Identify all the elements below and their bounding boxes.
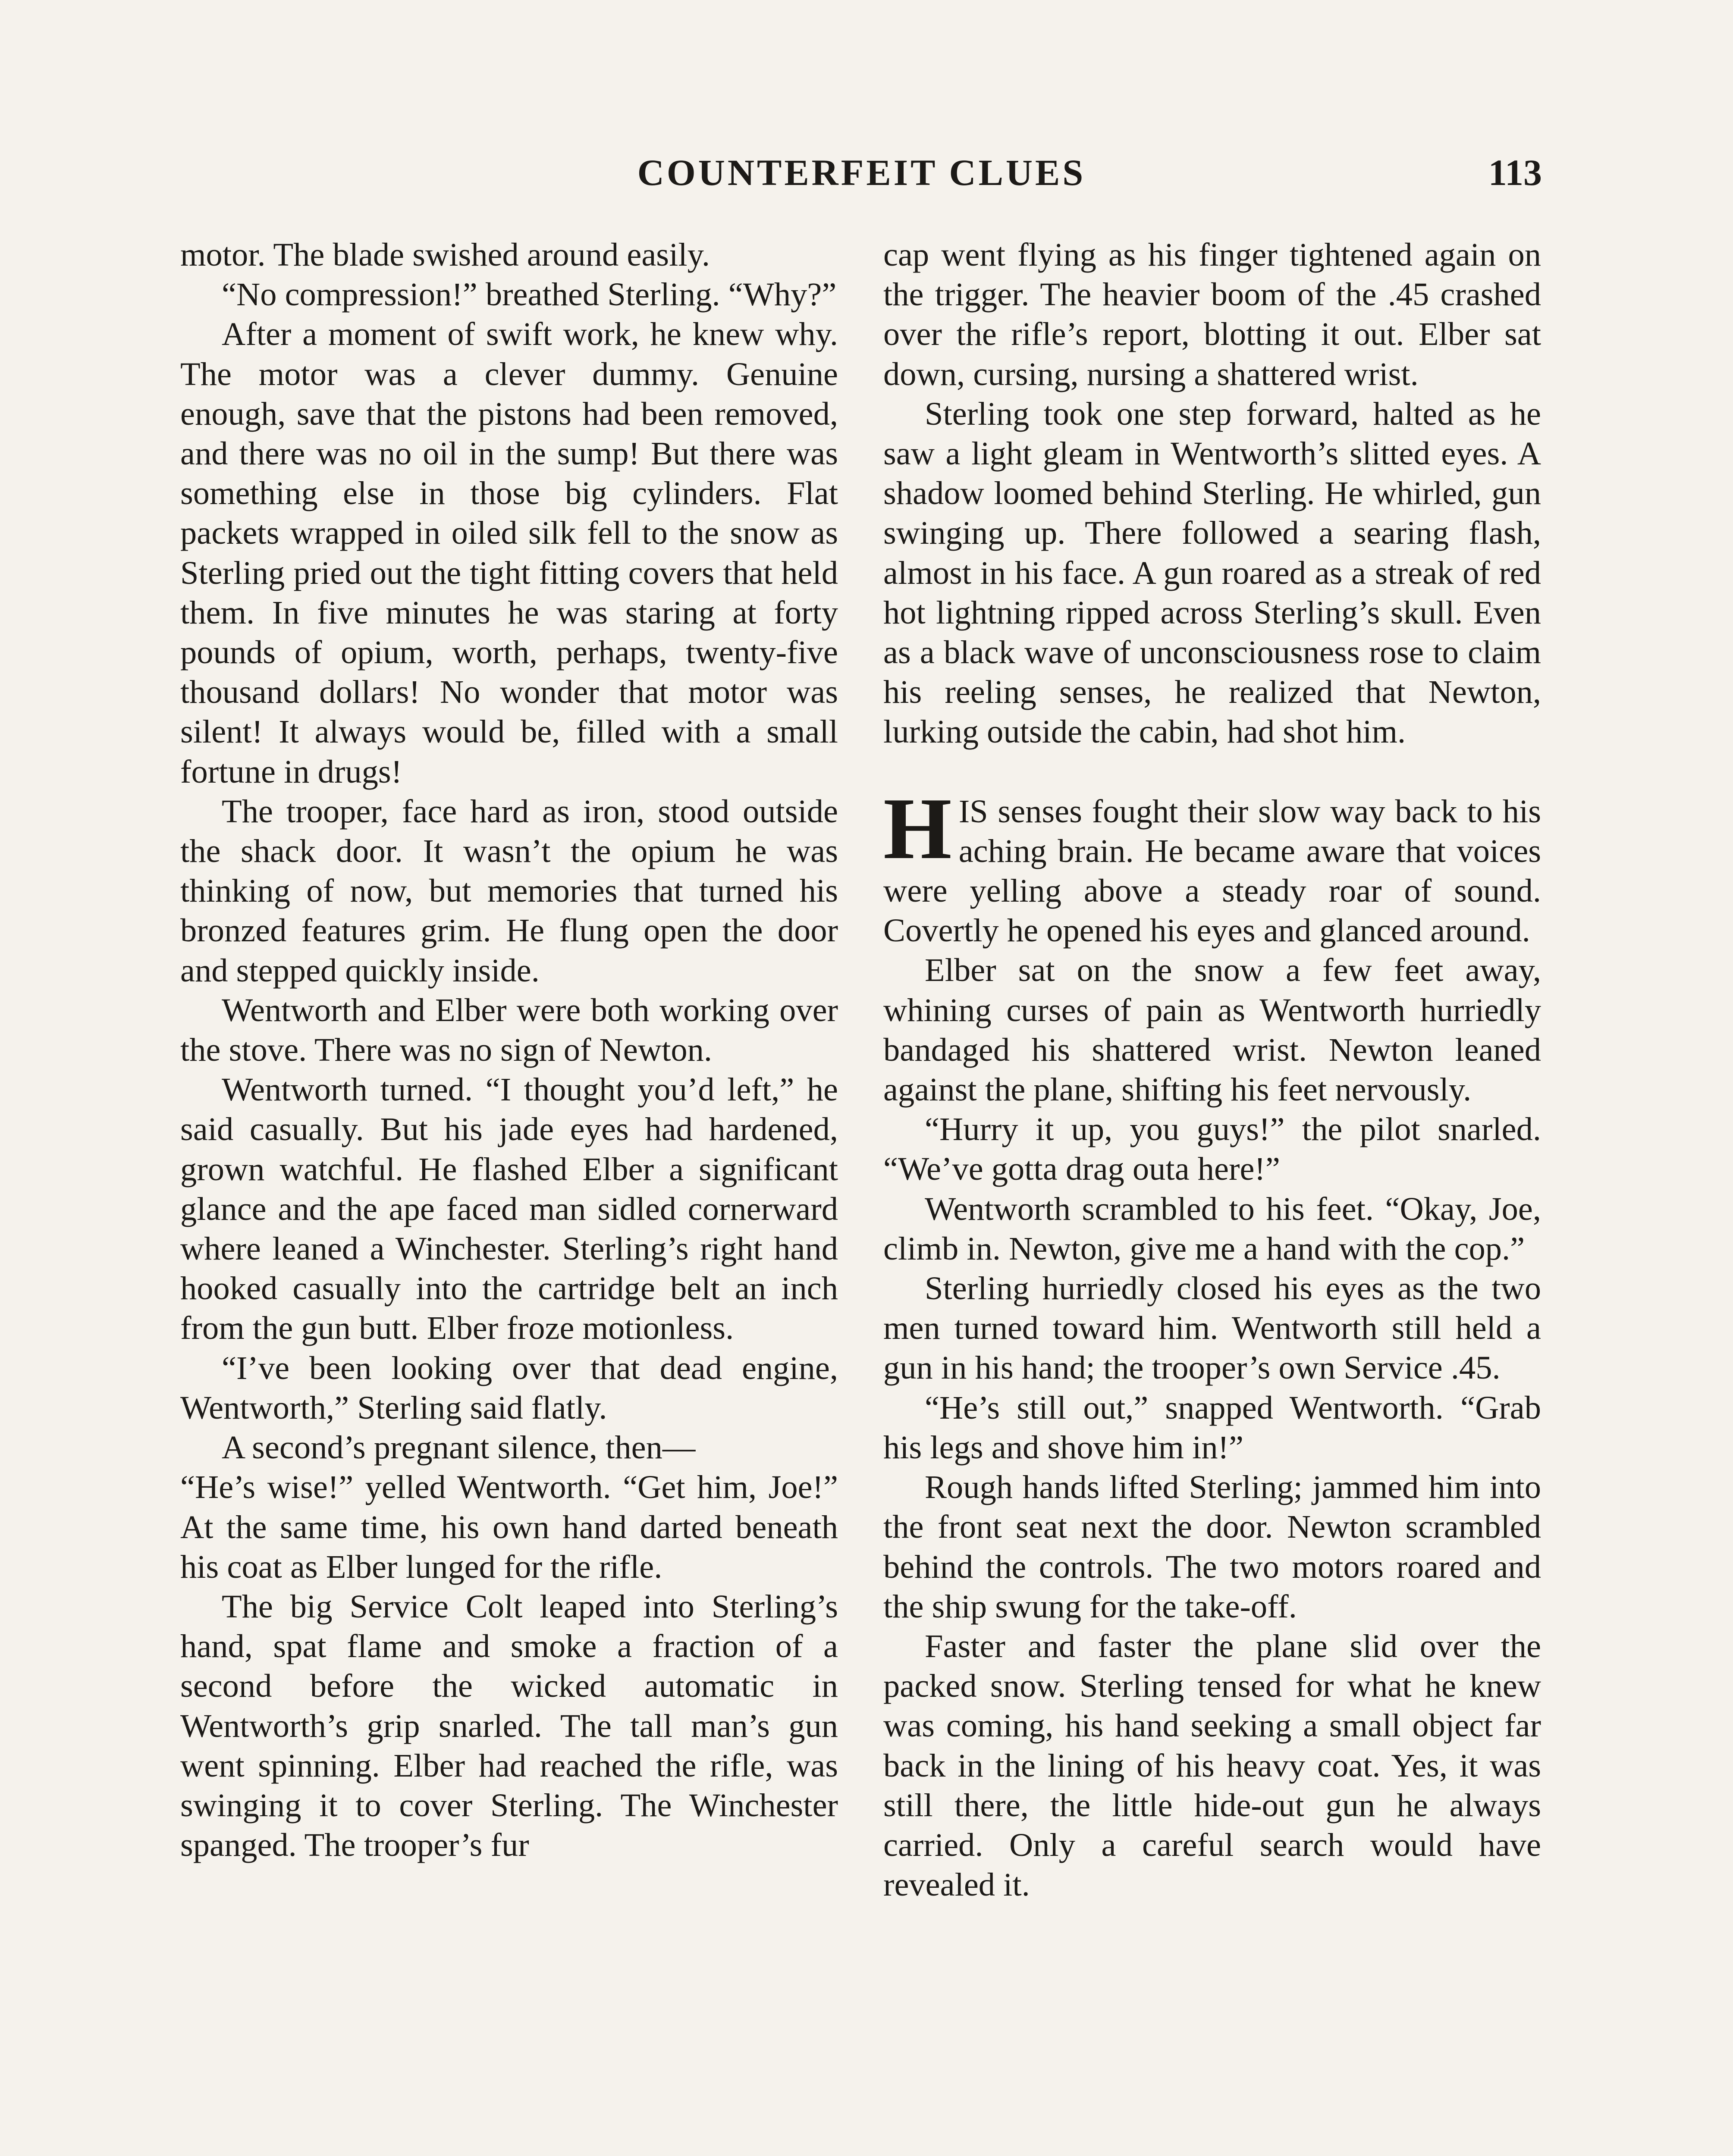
drop-cap-text: IS senses fought their slow way back to his aching brain. He became aware that voices were yelling above a steady roar of sound. Covertly he opened his eyes and glanced around. [883, 793, 1541, 949]
left-column [180, 235, 838, 1865]
paragraph: After a moment of swift work, he knew why. The motor was a clever dummy. Genuine enough, save that the pistons had been removed, and there was no oil in the sump! But there was something else in those big cylinders. Flat packets wrapped in oiled silk fell to the snow as Sterling pried out the tight fitting covers that held them. In five minutes he was staring at forty pounds of opium, worth, perhaps, twenty-five thousand dollars! No wonder that motor was silent! It always would be, filled with a small fortune in drugs! [180, 316, 838, 790]
drop-cap: H [883, 780, 952, 877]
paragraph: Rough hands lifted Sterling; jammed him into the front seat next the door. Newton scrambled behind the controls. The two motors roared and the ship swung for the take-off. [883, 1469, 1541, 1625]
paragraph: Wentworth turned. “I thought you’d left,” he said casually. But his jade eyes had hardened, grown watchful. He flashed Elber a significant glance and the ape faced man sidled cornerward where leaned a Winchester. Sterling’s right hand hooked casually into the cartridge belt an inch from the gun butt. Elber froze motionless. [180, 1071, 838, 1347]
paragraph: Wentworth scrambled to his feet. “Okay, Joe, climb in. Newton, give me a hand with the cop.” [883, 1190, 1541, 1267]
page-number: 113 [1488, 152, 1542, 193]
paragraph: A second’s pregnant silence, then— [222, 1429, 696, 1466]
paragraph: “Hurry it up, you guys!” the pilot snarled. “We’ve gotta drag outa here!” [883, 1111, 1541, 1188]
paragraph: motor. The blade swished around easily. [180, 236, 710, 273]
paragraph: “He’s wise!” yelled Wentworth. “Get him, Joe!” At the same time, his own hand darted beneath his coat as Elber lunged for the rifle. [180, 1469, 838, 1585]
paragraph: The big Service Colt leaped into Sterling’s hand, spat flame and smoke a fraction of a second before the wicked automatic in Wentworth’s grip snarled. The tall man’s gun went spinning. Elber had reached the rifle, was swinging it to cover Sterling. The Winchester spanged. The trooper’s fur [180, 1588, 838, 1864]
paragraph: Sterling hurriedly closed his eyes as the two men turned toward him. Wentworth still held a gun in his hand; the trooper’s own Service .45. [883, 1270, 1541, 1386]
paragraph: Sterling took one step forward, halted as he saw a light gleam in Wentworth’s slitted eyes. A shadow loomed behind Sterling. He whirled, gun swinging up. There followed a searing flash, almost in his face. A gun roared as a streak of red hot lightning ripped across Sterling’s skull. Even as a black wave of unconsciousness rose to claim his reeling senses, he realized that Newton, lurking outside the cabin, had shot him. [883, 395, 1541, 750]
page-title: COUNTERFEIT CLUES [637, 152, 1086, 193]
paragraph: “I’ve been looking over that dead engine, Wentworth,” Sterling said flatly. [180, 1349, 838, 1426]
paragraph: “No compression!” breathed Sterling. “Why?” [222, 276, 837, 313]
right-column [883, 235, 1541, 1905]
paragraph: Faster and faster the plane slid over the packed snow. Sterling tensed for what he knew was coming, his hand seeking a small object far back in the lining of his heavy coat. Yes, it was still there, the little hide-out gun he always carried. Only a careful search would have revealed it. [883, 1627, 1541, 1903]
paragraph: “He’s still out,” snapped Wentworth. “Grab his legs and shove him in!” [883, 1389, 1541, 1466]
paragraph: cap went flying as his finger tightened again on the trigger. The heavier boom of the .45 crashed over the rifle’s report, blotting it out. Elber sat down, cursing, nursing a shattered wrist. [883, 236, 1541, 392]
paragraph: Elber sat on the snow a few feet away, whining curses of pain as Wentworth hurriedly bandaged his shattered wrist. Newton leaned against the plane, shifting his feet nervously. [883, 952, 1541, 1108]
paragraph: Wentworth and Elber were both working over the stove. There was no sign of Newton. [180, 991, 838, 1069]
section-opening-paragraph [883, 780, 1541, 951]
running-header [181, 151, 1542, 198]
paragraph: The trooper, face hard as iron, stood outside the shack door. It wasn’t the opium he was thinking of now, but memories that turned his bronzed features grim. He flung open the door and stepped quickly inside. [180, 793, 838, 989]
